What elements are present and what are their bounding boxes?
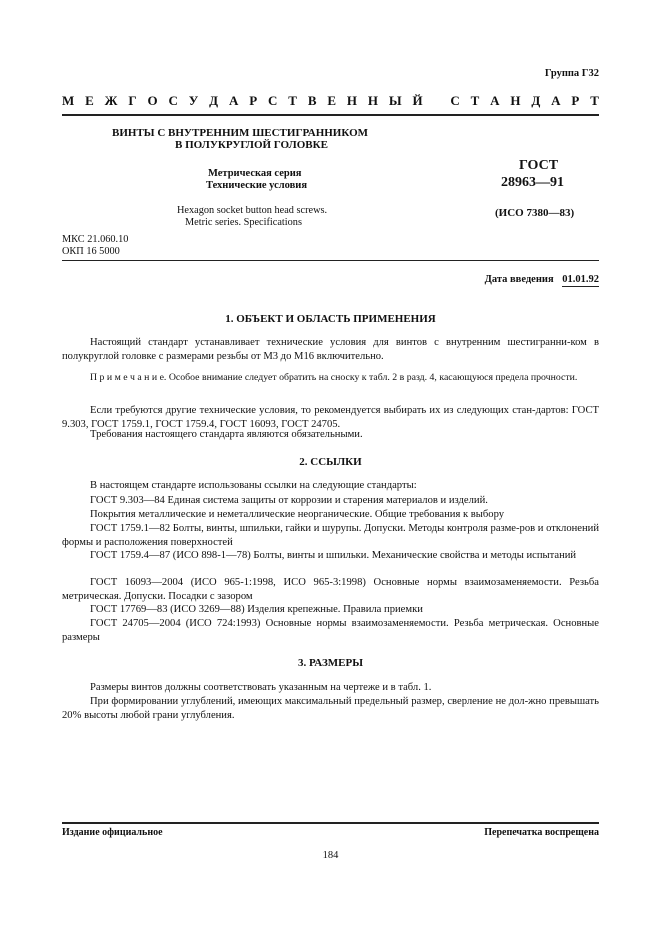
mks-code: МКС 21.060.10 <box>62 234 129 245</box>
banner-letter: О <box>147 93 158 108</box>
banner-letter: Д <box>209 93 219 108</box>
group-label: Группа Г32 <box>544 68 599 79</box>
banner-letter: М <box>62 93 75 108</box>
banner-letter: Н <box>367 93 378 108</box>
banner-letter: У <box>188 93 199 108</box>
date-introduced <box>485 274 599 287</box>
english-title-1: Hexagon socket button head screws. <box>177 205 328 216</box>
banner-letter: Т <box>590 93 599 108</box>
banner-letter: В <box>307 93 317 108</box>
footer-rule <box>62 822 599 824</box>
banner-rule <box>62 114 599 116</box>
reference-gost-1759-4: ГОСТ 1759.4—87 (ИСО 898-1—78) Болты, винты и шпильки. Механические свойства и методы испытаний <box>90 550 577 561</box>
footer-official-edition: Издание официальное <box>62 827 163 838</box>
banner-letter: Н <box>510 93 521 108</box>
references-intro: В настоящем стандарте использованы ссылки на следующие стандарты: <box>90 480 417 491</box>
section-1-paragraph-3: Требования настоящего стандарта являются обязательными. <box>90 429 363 440</box>
subtitle-2: Технические условия <box>206 180 308 191</box>
reference-gost-24705: ГОСТ 24705—2004 (ИСО 724:1993) Основные нормы взаимозаменяемости. Резьба метрическая. Основные размеры <box>62 618 599 643</box>
section-3-heading: 3. РАЗМЕРЫ <box>297 657 364 669</box>
footer-reprint-prohibited: Перепечатка воспрещена <box>484 827 599 838</box>
banner-letter: Н <box>346 93 358 108</box>
note-text: Особое внимание следует обратить на сноску к табл. 2 в разд. 4, касающуюся предела прочности. <box>166 372 578 383</box>
banner-letter: Р <box>249 93 258 108</box>
gost-number: 28963—91 <box>501 175 564 190</box>
banner-letter <box>433 93 439 109</box>
reference-gost-17769: ГОСТ 17769—83 (ИСО 3269—88) Изделия крепежные. Правила приемки <box>90 604 423 615</box>
date-value: 01.01.92 <box>562 274 599 285</box>
note-label: П р и м е ч а н и е. <box>90 372 167 383</box>
banner-letter: Ы <box>388 93 402 108</box>
banner-letter: Е <box>327 93 337 108</box>
banner-letter: Й <box>412 93 423 108</box>
banner-letter: С <box>268 93 278 108</box>
banner-letter: Р <box>571 93 580 108</box>
codes-rule <box>62 260 599 261</box>
section-3-paragraph-2: При формировании углублений, имеющих максимальный предельный размер, сверление не дол-жно превышать 20% высоты любой грани углубления. <box>62 696 599 721</box>
banner-letter: Е <box>85 93 94 108</box>
reference-gost-1759-1: ГОСТ 1759.1—82 Болты, винты, шпильки, гайки и шурупы. Допуски. Методы контроля разме-ров и отклонений формы и расположения поверхностей <box>62 523 599 548</box>
section-1-heading: 1. ОБЪЕКТ И ОБЛАСТЬ ПРИМЕНЕНИЯ <box>225 313 436 325</box>
standard-banner <box>62 93 599 109</box>
page-number: 184 <box>322 850 339 861</box>
okp-code: ОКП 16 5000 <box>62 246 120 257</box>
english-title-2: Metric series. Specifications <box>185 217 302 228</box>
banner-letter: А <box>228 93 239 108</box>
gost-label: ГОСТ <box>519 158 559 173</box>
section-1-paragraph-2: Если требуются другие технические условия, то рекомендуется выбирать их из следующих стан-дартов: ГОСТ 9.303, ГОСТ 1759.1, ГОСТ 1759.4, ГОСТ 16093, ГОСТ 24705. <box>62 405 599 430</box>
section-3-paragraph-1: Размеры винтов должны соответствовать указанным на чертеже и в табл. 1. <box>90 682 432 693</box>
reference-gost-9-303: ГОСТ 9.303—84 Единая система защиты от коррозии и старения материалов и изделий. <box>90 495 488 506</box>
title-line-1: ВИНТЫ С ВНУТРЕННИМ ШЕСТИГРАННИКОМ <box>112 127 369 139</box>
banner-letter: А <box>490 93 500 108</box>
banner-letter: А <box>551 93 561 108</box>
banner-letter: С <box>450 93 460 108</box>
reference-gost-16093: ГОСТ 16093—2004 (ИСО 965-1:1998, ИСО 965-3:1998) Основные нормы взаимозаменяемости. Резьба метрическая. Допуски. Посадки с зазором <box>62 577 599 602</box>
subtitle-1: Метрическая серия <box>208 168 302 179</box>
banner-letter: Т <box>288 93 297 108</box>
banner-letter: Т <box>470 93 480 108</box>
section-1-paragraph-1: Настоящий стандарт устанавливает технические условия для винтов с внутренним шестигранни-ком в полукруглой головке с размерами резьбы от М3 до М16 включительно. <box>62 337 599 362</box>
title-line-2: В ПОЛУКРУГЛОЙ ГОЛОВКЕ <box>175 139 328 151</box>
date-label: Дата введения <box>484 274 554 285</box>
reference-gost-9-303-cont: Покрытия металлические и неметаллические неорганические. Общие требования к выбору <box>90 509 505 520</box>
banner-letter: Г <box>128 93 137 108</box>
banner-letter: С <box>168 93 178 108</box>
section-1-note <box>62 372 599 385</box>
iso-number: (ИСО 7380—83) <box>495 207 575 219</box>
banner-letter: Д <box>531 93 541 108</box>
banner-letter: Ж <box>104 93 118 108</box>
section-2-heading: 2. ССЫЛКИ <box>299 456 362 468</box>
